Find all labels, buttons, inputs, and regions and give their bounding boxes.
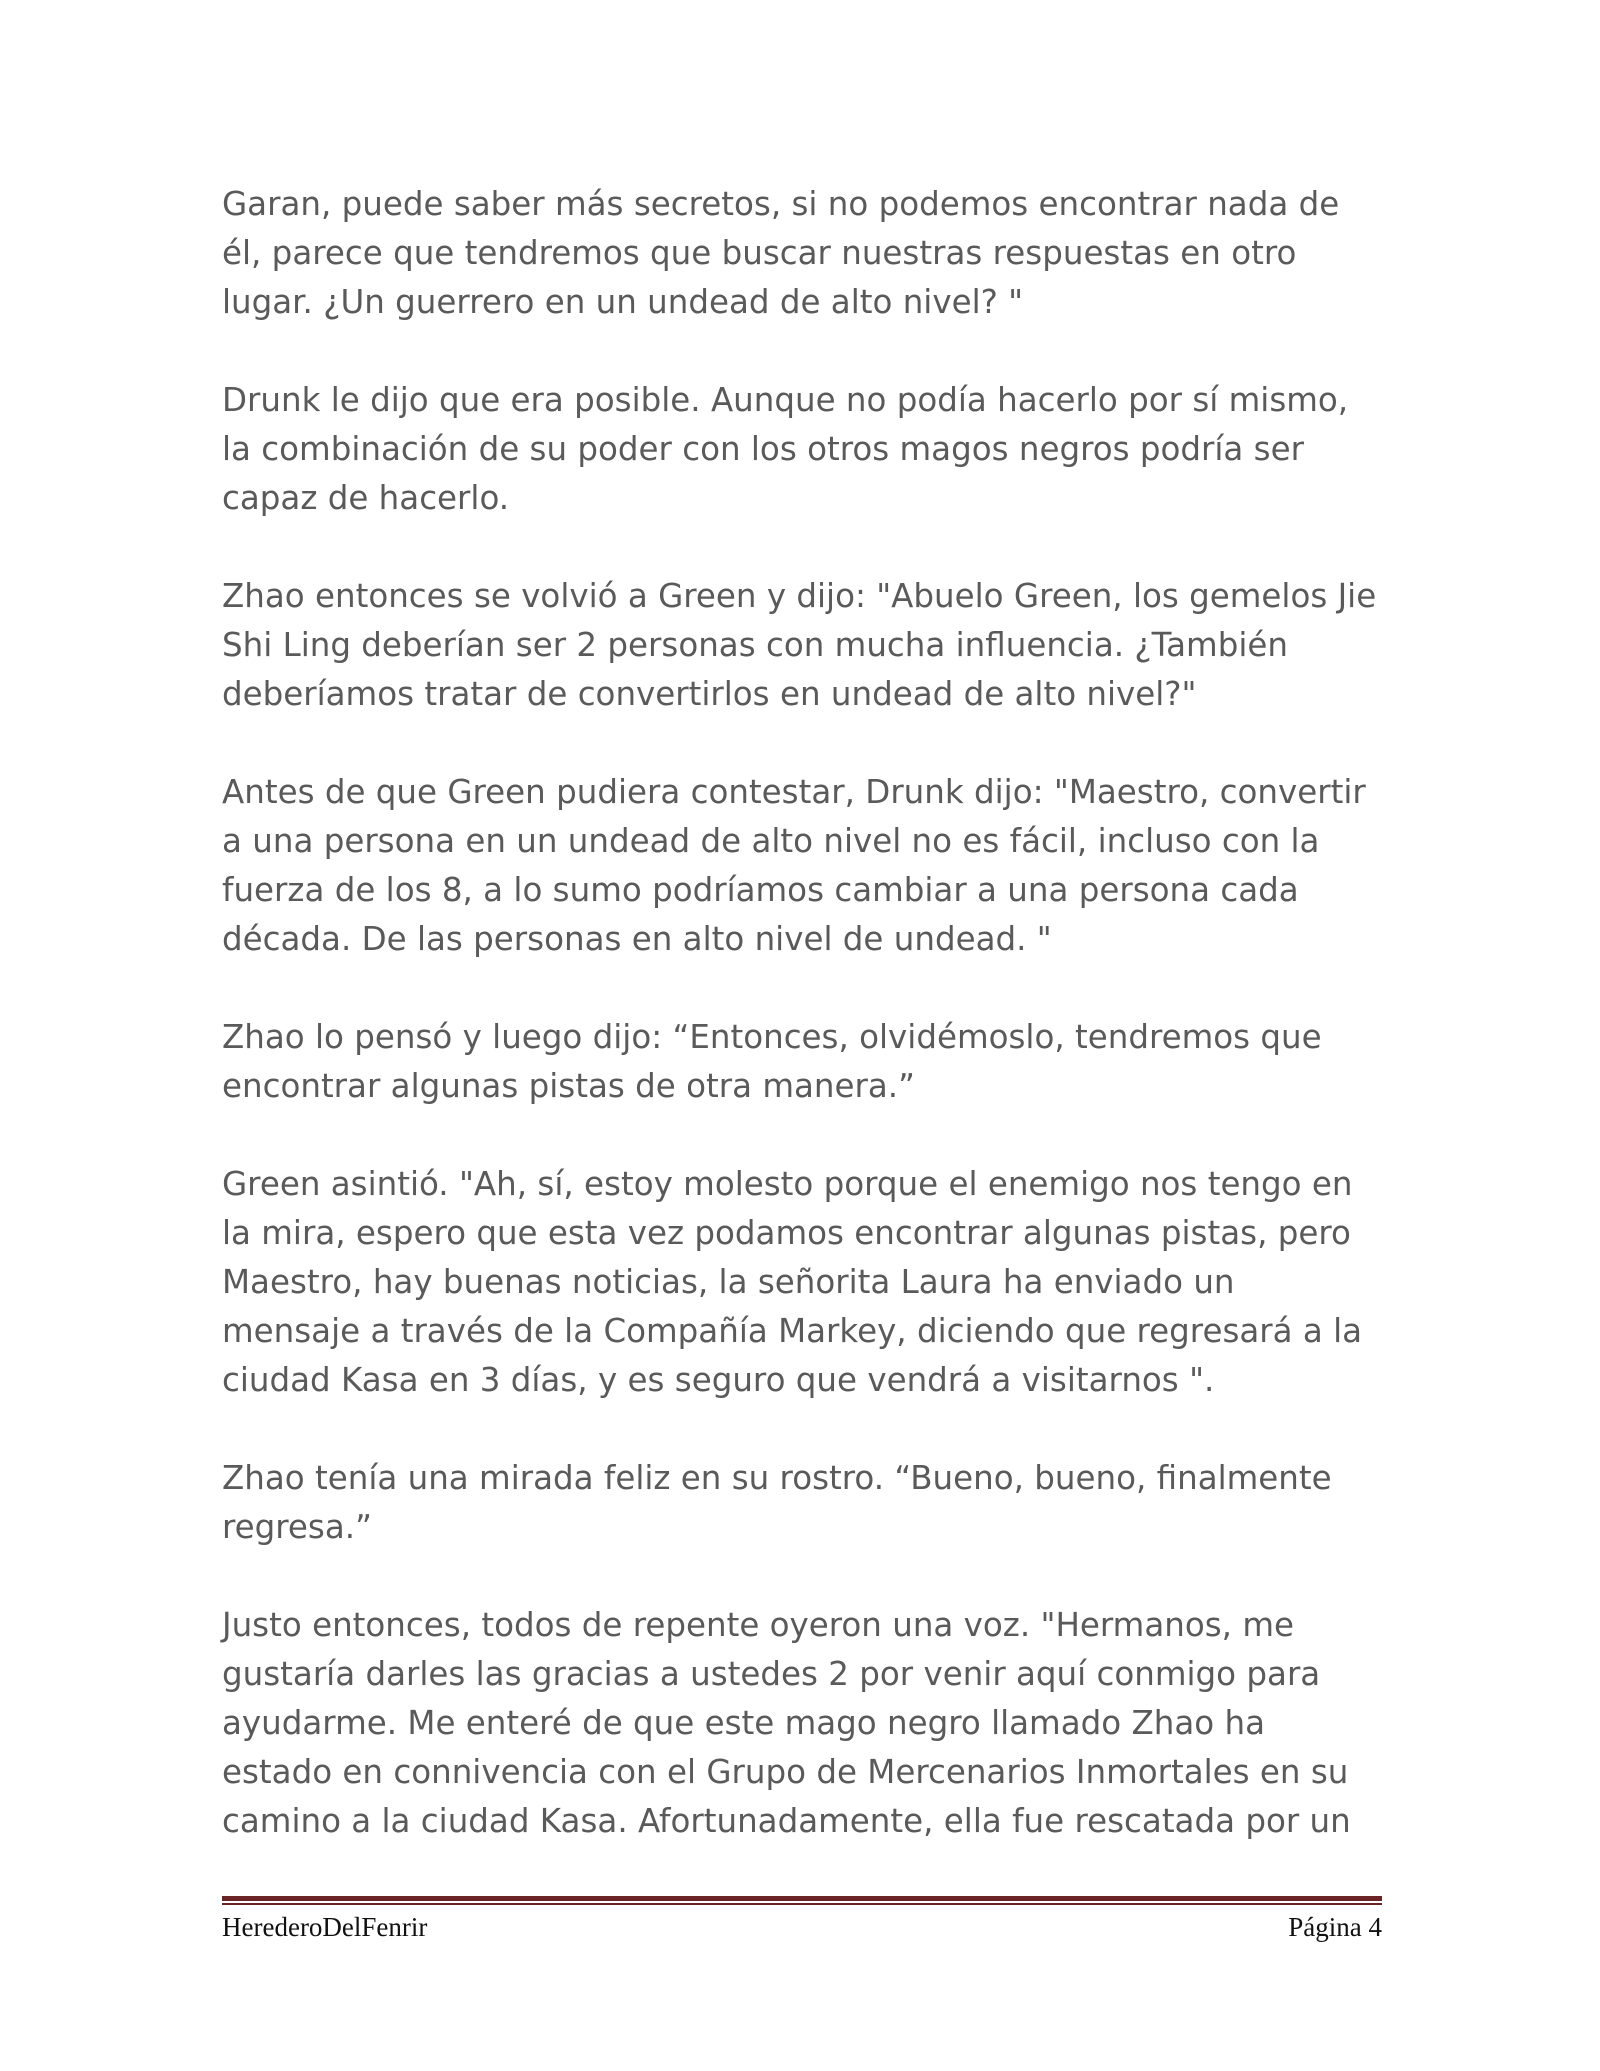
paragraph-3: Zhao entonces se volvió a Green y dijo: "Abuelo Green, los gemelos Jie Shi Ling deberían ser 2 personas con mucha influencia. ¿También deberíamos tratar de convertirlos en undead de alto nivel?" (222, 577, 1377, 713)
footer-author: HerederoDelFenrir (222, 1912, 428, 1942)
page-footer (222, 1912, 1382, 1952)
paragraph-1: Garan, puede saber más secretos, si no podemos encontrar nada de él, parece que tendremos que buscar nuestras respuestas en otro lugar. ¿Un guerrero en un undead de alto nivel? " (222, 185, 1340, 321)
paragraph-8: Justo entonces, todos de repente oyeron una voz. "Hermanos, me gustaría darles las gracias a ustedes 2 por venir aquí conmigo para ayudarme. Me enteré de que este mago negro llamado Zhao ha estado en connivencia con el Grupo de Mercenarios Inmortales en su camino a la ciudad Kasa. Afortunadamente, ella fue rescatada por un (222, 1606, 1351, 1840)
footer-divider-thin (222, 1903, 1382, 1905)
footer-page-number: Página 4 (1288, 1912, 1382, 1942)
footer-divider (222, 1896, 1382, 1906)
body-text (222, 180, 1382, 1846)
paragraph-7: Zhao tenía una mirada feliz en su rostro. “Bueno, bueno, finalmente regresa.” (222, 1459, 1332, 1546)
paragraph-4: Antes de que Green pudiera contestar, Drunk dijo: "Maestro, convertir a una persona en un undead de alto nivel no es fácil, incluso con la fuerza de los 8, a lo sumo podríamos cambiar a una persona cada década. De las personas en alto nivel de undead. " (222, 773, 1366, 958)
paragraph-5: Zhao lo pensó y luego dijo: “Entonces, olvidémoslo, tendremos que encontrar algunas pistas de otra manera.” (222, 1018, 1322, 1105)
footer-divider-thick (222, 1896, 1382, 1901)
paragraph-6: Green asintió. "Ah, sí, estoy molesto porque el enemigo nos tengo en la mira, espero que esta vez podamos encontrar algunas pistas, pero Maestro, hay buenas noticias, la señorita Laura ha enviado un mensaje a través de la Compañía Markey, diciendo que regresará a la ciudad Kasa en 3 días, y es seguro que vendrá a visitarnos ". (222, 1165, 1363, 1399)
paragraph-2: Drunk le dijo que era posible. Aunque no podía hacerlo por sí mismo, la combinación de su poder con los otros magos negros podría ser capaz de hacerlo. (222, 381, 1349, 517)
